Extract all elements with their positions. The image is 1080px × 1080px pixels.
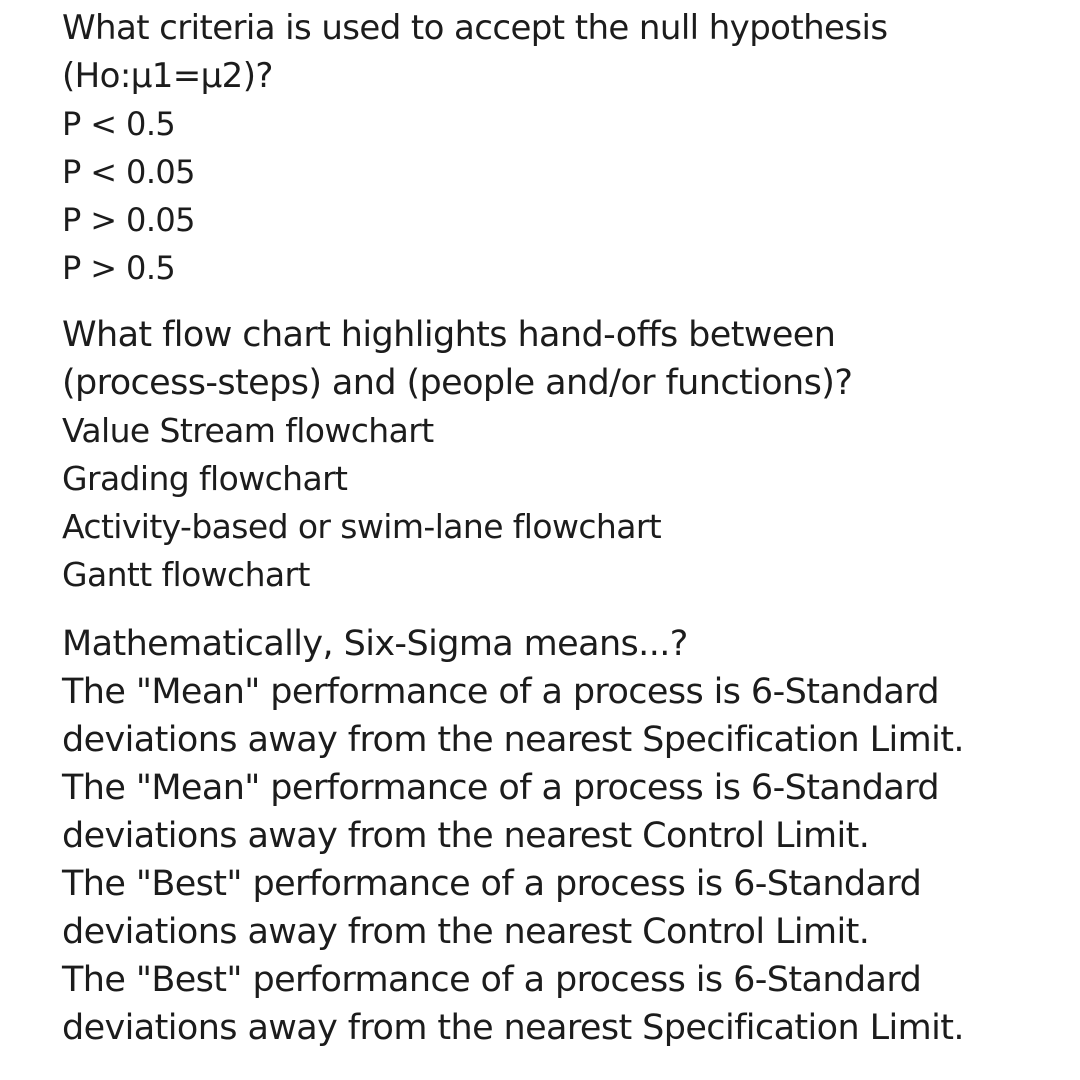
question-block-3 [62, 620, 1072, 1052]
question-2-option-d[interactable]: Gantt flowchart [62, 555, 310, 594]
question-3-option-c[interactable]: The "Best" performance of a process is 6-Standard deviations away from the nearest Control Limit. [62, 864, 922, 952]
question-2-text-line-1: What flow chart highlights hand-offs between [62, 315, 836, 355]
question-1-option-a[interactable]: P < 0.5 [62, 105, 176, 143]
question-1-option-c[interactable]: P > 0.05 [62, 201, 195, 239]
question-3-option-b[interactable]: The "Mean" performance of a process is 6-Standard deviations away from the nearest Control Limit. [62, 768, 940, 856]
question-2-text-line-2: (process-steps) and (people and/or functions)? [62, 363, 853, 403]
question-3-option-d[interactable]: The "Best" performance of a process is 6-Standard deviations away from the nearest Specification Limit. [62, 960, 964, 1048]
question-2-option-a[interactable]: Value Stream flowchart [62, 411, 434, 450]
question-1-text-line-2: (Ho:µ1=µ2)? [62, 56, 273, 96]
question-3-option-a[interactable]: The "Mean" performance of a process is 6-Standard deviations away from the nearest Specification Limit. [62, 672, 964, 760]
question-2-option-b[interactable]: Grading flowchart [62, 459, 348, 498]
question-1-text-line-1: What criteria is used to accept the null hypothesis [62, 8, 888, 48]
question-block-1 [62, 4, 1072, 292]
question-1-option-d[interactable]: P > 0.5 [62, 249, 176, 287]
question-block-2 [62, 311, 1072, 599]
question-3-text: Mathematically, Six-Sigma means...? [62, 624, 688, 664]
question-2-option-c[interactable]: Activity-based or swim-lane flowchart [62, 507, 662, 546]
question-1-option-b[interactable]: P < 0.05 [62, 153, 195, 191]
